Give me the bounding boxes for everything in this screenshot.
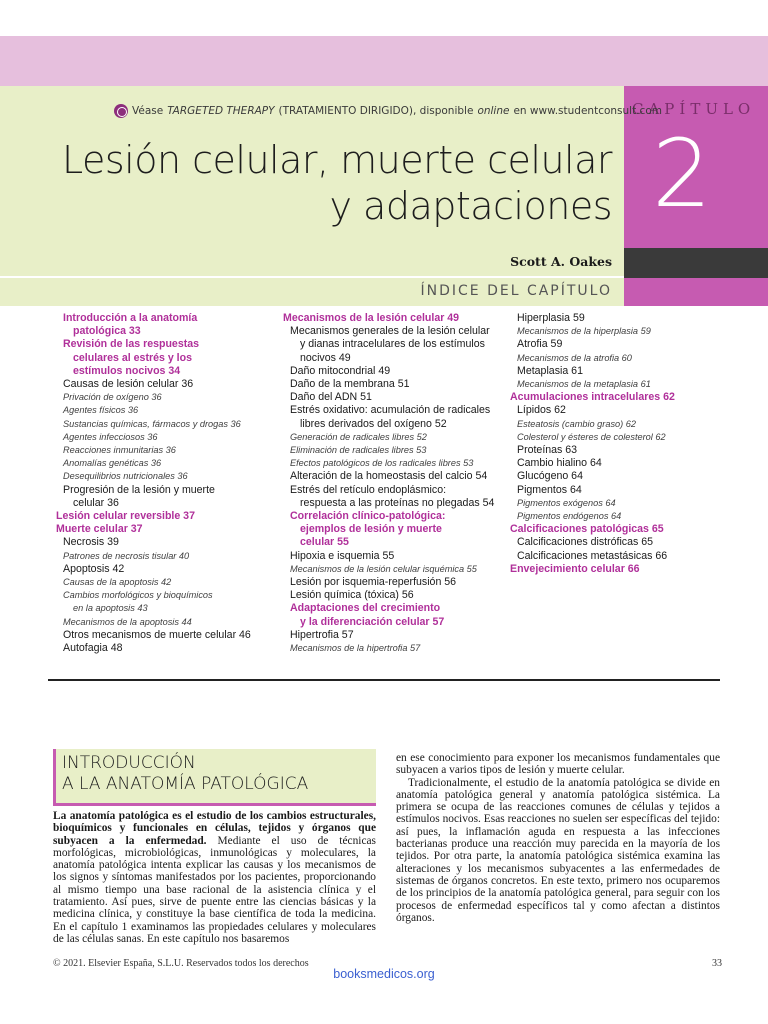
toc-entry-subsub[interactable]: Causas de la apoptosis 42 xyxy=(63,577,172,588)
toc-entry-subsub[interactable]: Reacciones inmunitarias 36 xyxy=(63,445,176,456)
toc-entry-subsub[interactable]: Efectos patológicos de los radicales libres 53 xyxy=(290,458,474,469)
toc-entry-sub[interactable]: Apoptosis 42 xyxy=(63,562,125,575)
toc-heading: ÍNDICE DEL CAPÍTULO xyxy=(420,283,612,299)
toc-entry-subsub[interactable]: Mecanismos de la hipertrofia 57 xyxy=(290,643,421,654)
student-consult-icon xyxy=(114,104,128,118)
toc-column-2 xyxy=(283,312,501,655)
toc-entry-sub[interactable]: Lesión química (tóxica) 56 xyxy=(290,589,414,602)
toc-entry-main[interactable]: Lesión celular reversible 37 xyxy=(56,510,195,523)
toc-entry-sub[interactable]: Pigmentos 64 xyxy=(517,483,582,496)
page-number: 33 xyxy=(712,958,722,969)
targeted-online: online xyxy=(477,105,510,117)
toc-entry-sub[interactable]: Alteración de la homeostasis del calcio 54 xyxy=(290,470,488,483)
targeted-therapy-note xyxy=(114,104,662,118)
toc-entry-sub[interactable]: Otros mecanismos de muerte celular 46 xyxy=(63,628,251,641)
footer-site-link[interactable]: booksmedicos.org xyxy=(333,967,435,981)
toc-entry-subsub[interactable]: Sustancias químicas, fármacos y drogas 36 xyxy=(63,418,241,429)
toc-entry-subsub[interactable]: Privación de oxígeno 36 xyxy=(63,392,162,403)
toc-entry-sub[interactable]: Proteínas 63 xyxy=(517,444,578,457)
toc-entry-sub[interactable]: Lípidos 62 xyxy=(517,404,566,417)
toc-entry-sub[interactable]: Hiperplasia 59 xyxy=(517,312,585,324)
toc-entry-subsub[interactable]: Mecanismos de la hiperplasia 59 xyxy=(517,326,651,337)
toc-entry-sub[interactable]: Atrofia 59 xyxy=(517,338,563,351)
toc-entry-subsub[interactable]: Cambios morfológicos y bioquímicos en la apoptosis 43 xyxy=(63,590,213,614)
toc-entry-sub[interactable]: Calcificaciones metastásicas 66 xyxy=(517,549,668,562)
toc-entry-sub[interactable]: Causas de lesión celular 36 xyxy=(63,378,194,391)
body-column-right xyxy=(396,752,720,924)
chapter-label: CAPÍTULO xyxy=(632,100,756,118)
toc-entry-subsub[interactable]: Agentes físicos 36 xyxy=(63,405,139,416)
toc-entry-main[interactable]: Correlación clínico-patológica: ejemplos de lesión y muerte celular 55 xyxy=(290,510,446,549)
toc-entry-subsub[interactable]: Colesterol y ésteres de colesterol 62 xyxy=(517,431,666,442)
toc-entry-sub[interactable]: Daño de la membrana 51 xyxy=(290,378,410,391)
body-column-left xyxy=(53,810,376,945)
chapter-title-line1: Lesión celular, muerte celular xyxy=(61,138,612,182)
toc-entry-main[interactable]: Muerte celular 37 xyxy=(56,523,143,536)
chapter-title-line2: y adaptaciones xyxy=(329,183,612,228)
toc-entry-subsub[interactable]: Eliminación de radicales libres 53 xyxy=(290,445,427,456)
toc-entry-subsub[interactable]: Mecanismos de la apoptosis 44 xyxy=(63,616,192,627)
toc-divider xyxy=(48,679,720,681)
chapter-number: 2 xyxy=(652,120,712,229)
toc-entry-subsub[interactable]: Pigmentos exógenos 64 xyxy=(517,497,616,508)
toc-entry-main[interactable]: Acumulaciones intracelulares 62 xyxy=(510,391,675,404)
toc-entry-main[interactable]: Introducción a la anatomía patológica 33 xyxy=(63,312,198,338)
toc-entry-subsub[interactable]: Esteatosis (cambio graso) 62 xyxy=(517,418,636,429)
footer-copyright: © 2021. Elsevier España, S.L.U. Reservados todos los derechos xyxy=(53,958,309,969)
toc-entry-sub[interactable]: Lesión por isquemia-reperfusión 56 xyxy=(290,576,457,589)
toc-entry-sub[interactable]: Calcificaciones distróficas 65 xyxy=(517,536,654,549)
chapter-dark-strip xyxy=(624,248,768,278)
toc-column-1 xyxy=(56,312,274,655)
author: Scott A. Oakes xyxy=(510,254,612,269)
toc-entry-subsub[interactable]: Patrones de necrosis tisular 40 xyxy=(63,550,190,561)
toc-entry-subsub[interactable]: Pigmentos endógenos 64 xyxy=(517,511,622,522)
toc-entry-main[interactable]: Adaptaciones del crecimiento y la diferenciación celular 57 xyxy=(290,602,445,628)
section-heading-rule xyxy=(53,803,376,806)
toc-entry-subsub[interactable]: Mecanismos de la atrofia 60 xyxy=(517,352,632,363)
toc-entry-main[interactable]: Mecanismos de la lesión celular 49 xyxy=(283,312,460,324)
toc-column-3 xyxy=(510,312,750,576)
toc-entry-sub[interactable]: Hipoxia e isquemia 55 xyxy=(290,549,395,562)
toc-entry-subsub[interactable]: Agentes infecciosos 36 xyxy=(63,431,158,442)
body-left-rest: Mediante el uso de técnicas morfológicas, microbiológicas, inmunológicas y moleculares, la anatomía patológica intenta explicar las causas y los mecanismos de los signos y síntomas manifestados por los pacientes, proporcionando al mismo tiempo una base racional de la asistencia clínica y el tratamiento. Así pues, sirve de puente entre las ciencias básicas y la medicina clínica, y constituye la base científica de toda la medicina. En el capítulo 1 examinamos las propiedades celulares y moleculares de las células sanas. En este capítulo nos basaremos xyxy=(53,834,376,945)
targeted-em: TARGETED THERAPY xyxy=(167,105,275,117)
toc-entry-main[interactable]: Calcificaciones patológicas 65 xyxy=(510,523,664,536)
toc-entry-sub[interactable]: Daño del ADN 51 xyxy=(290,391,372,404)
toc-entry-subsub[interactable]: Anomalías genéticas 36 xyxy=(63,458,162,469)
body-right-p2: Tradicionalmente, el estudio de la anatomía patológica se divide en anatomía patológica general y anatomía patológica sistémica. La primera se ocupa de las reacciones comunes de células y tejidos a estímulos nocivos. Esas reacciones no suelen ser específicas del tejido: así pues, la inflamación aguda en respuesta a las infecciones bacterianas produce una reacción muy parecida en la mayoría de los tejidos. Por otra parte, la anatomía patológica sistémica examina las alteraciones y los mecanismos subyacentes a las enfermedades de sistemas de órganos concretos. En este texto, primero nos ocuparemos de los principios de la anatomía patológica general, para seguir con los procesos de enfermedad específicos tal y como afectan a distintos órganos. xyxy=(396,776,720,924)
toc-entry-main[interactable]: Revisión de las respuestas celulares al estrés y los estímulos nocivos 34 xyxy=(63,338,200,377)
body-right-p1: en ese conocimiento para exponer los mecanismos fundamentales que subyacen a varios tipos de lesión y muerte celular. xyxy=(396,752,720,777)
toc-entry-sub[interactable]: Metaplasia 61 xyxy=(517,364,583,377)
toc-entry-sub[interactable]: Daño mitocondrial 49 xyxy=(290,364,391,377)
toc-entry-subsub[interactable]: Mecanismos de la lesión celular isquémica 55 xyxy=(290,563,477,574)
toc-entry-sub[interactable]: Necrosis 39 xyxy=(63,536,119,549)
toc-heading-accent xyxy=(624,278,768,306)
toc-entry-sub[interactable]: Progresión de la lesión y muerte celular 36 xyxy=(63,483,215,509)
toc-entry-subsub[interactable]: Generación de radicales libres 52 xyxy=(290,431,427,442)
toc-entry-subsub[interactable]: Mecanismos de la metaplasia 61 xyxy=(517,379,651,390)
toc-entry-subsub[interactable]: Desequilibrios nutricionales 36 xyxy=(63,471,188,482)
chapter-title xyxy=(62,138,612,229)
toc-entry-sub[interactable]: Estrés del retículo endoplásmico: respuesta a las proteínas no plegadas 54 xyxy=(290,483,495,509)
toc-entry-sub[interactable]: Glucógeno 64 xyxy=(517,470,583,483)
toc-entry-main[interactable]: Envejecimiento celular 66 xyxy=(510,562,640,575)
toc-entry-sub[interactable]: Mecanismos generales de la lesión celular y dianas intracelulares de los estímulos nocivos 49 xyxy=(290,325,490,364)
targeted-rest: (TRATAMIENTO DIRIGIDO), disponible xyxy=(278,105,474,117)
toc-entry-sub[interactable]: Estrés oxidativo: acumulación de radicales libres derivados del oxígeno 52 xyxy=(290,404,491,430)
toc-entry-sub[interactable]: Autofagia 48 xyxy=(63,642,123,655)
body-lead: La anatomía patológica es el estudio de los cambios estructurales, bioquímicos y funcionales en células, tejidos y órganos que subyacen a la enfermedad. xyxy=(53,810,376,847)
targeted-url[interactable]: en www.studentconsult.com xyxy=(513,105,662,117)
section-title: INTRODUCCIÓN A LA ANATOMÍA PATOLÓGICA xyxy=(62,753,309,794)
toc-entry-sub[interactable]: Cambio hialino 64 xyxy=(517,457,602,470)
targeted-prefix: Véase xyxy=(132,105,164,117)
header-top-band xyxy=(0,36,768,86)
toc-entry-sub[interactable]: Hipertrofia 57 xyxy=(290,628,354,641)
